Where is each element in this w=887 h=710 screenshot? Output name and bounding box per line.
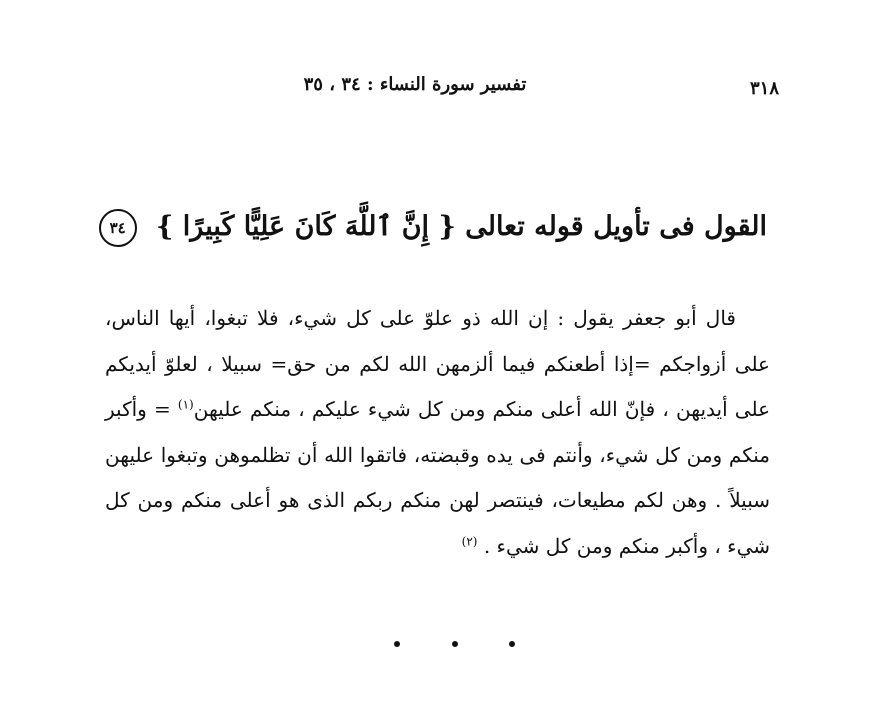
verse-number-marker: ٣٤ xyxy=(99,209,137,247)
section-separator xyxy=(0,633,887,652)
running-header-title: تفسير سورة النساء : ٣٤ ، ٣٥ xyxy=(303,74,527,95)
footnote-reference-2: (٢) xyxy=(461,533,478,548)
section-heading-text: القول فى تأويل قوله تعالى { إِنَّ ٱللَّهَ كَانَ عَلِيًّا كَبِيرًا } xyxy=(156,211,767,242)
separator-dot xyxy=(394,641,400,647)
body-text xyxy=(105,296,770,569)
footnote-reference-1: (١) xyxy=(177,397,194,412)
running-header xyxy=(0,72,887,102)
body-text-part-2: = وأكبر منكم ومن كل شيء، وأنتم فى يده وقبضته، فاتقوا الله أن تظلموهن وتبغوا عليهن سبيلاً . وهن لكم مطيعات، فينتصر لهن منكم ربكم الذى هو أعلى منكم ومن كل شيء ، وأكبر منكم ومن كل شيء . xyxy=(105,397,770,558)
separator-dot xyxy=(509,641,515,647)
separator-dot xyxy=(452,641,458,647)
page-number: ٣١٨ xyxy=(749,78,779,99)
body-paragraph xyxy=(105,296,770,569)
section-heading xyxy=(107,205,767,249)
body-text-part-1: قال أبو جعفر يقول : إن الله ذو علوّ على كل شيء، فلا تبغوا، أيها الناس، على أزواجكم =إذا أطعنكم فيما ألزمهن الله لكم من حق= سبيلا ، لعلوّ أيديكم على أيديهن ، فإنّ الله أعلى منكم ومن كل شيء عليكم ، منكم عليهن xyxy=(105,306,771,421)
